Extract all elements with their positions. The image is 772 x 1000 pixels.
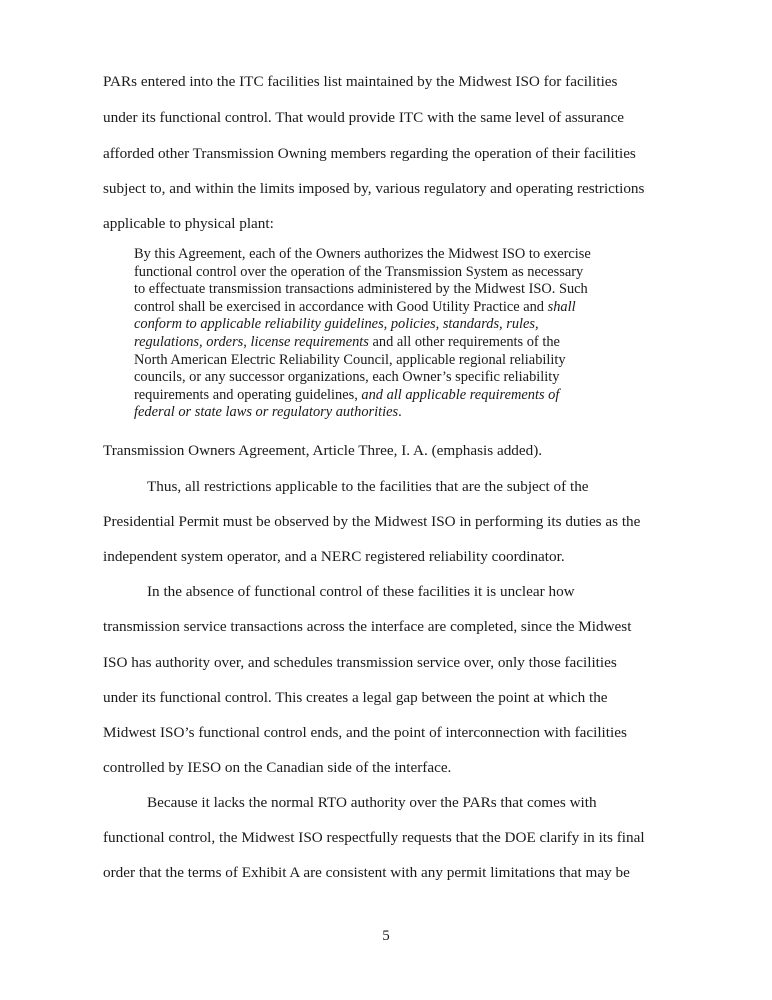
text-line: functional control, the Midwest ISO respectfully requests that the DOE clarify in its final [103,829,645,846]
quote-line [134,404,654,422]
quote-line: By this Agreement, each of the Owners authorizes the Midwest ISO to exercise [134,246,591,262]
quote-line [134,316,654,334]
text-line: applicable to physical plant: [103,215,274,232]
quote-text: and all other requirements of the [368,333,560,350]
text-line: subject to, and within the limits imposed by, various regulatory and operating restrictions [103,180,645,197]
quote-text: control shall be exercised in accordance with Good Utility Practice and [134,298,548,315]
page-number: 5 [382,928,390,944]
text-line: under its functional control. That would provide ITC with the same level of assurance [103,109,625,126]
text-line: independent system operator, and a NERC registered reliability coordinator. [103,548,565,565]
citation: Transmission Owners Agreement, Article Three, I. A. (emphasis added). [103,442,543,459]
block-quote [134,246,654,422]
quote-emphasis: shall [547,298,576,315]
quote-line [134,299,654,317]
text-line: under its functional control. This creates a legal gap between the point at which the [103,689,608,706]
text-line: PARs entered into the ITC facilities list maintained by the Midwest ISO for facilities [103,73,618,90]
quote-line: functional control over the operation of the Transmission System as necessary [134,263,584,280]
text-line: afforded other Transmission Owning members regarding the operation of their facilities [103,145,636,162]
quote-emphasis: regulations, orders, license requirements [134,333,369,350]
text-line: Thus, all restrictions applicable to the facilities that are the subject of the [147,478,589,495]
text-line: Because it lacks the normal RTO authority over the PARs that comes with [147,794,597,811]
quote-emphasis: conform to applicable reliability guidelines, policies, standards, rules, [134,316,539,333]
quote-emphasis: and all applicable requirements of [361,386,560,403]
text-line: Midwest ISO’s functional control ends, and the point of interconnection with facilities [103,724,627,741]
text-line: In the absence of functional control of these facilities it is unclear how [147,583,575,600]
text-line: controlled by IESO on the Canadian side of the interface. [103,759,452,776]
text-line: Presidential Permit must be observed by the Midwest ISO in performing its duties as the [103,513,641,530]
quote-text: . [398,404,402,421]
quote-line: councils, or any successor organizations, each Owner’s specific reliability [134,369,560,386]
text-line: order that the terms of Exhibit A are consistent with any permit limitations that may be [103,864,630,881]
quote-line [134,334,654,352]
text-line: transmission service transactions across the interface are completed, since the Midwest [103,618,632,635]
quote-line: to effectuate transmission transactions administered by the Midwest ISO. Such [134,281,588,298]
quote-line: North American Electric Reliability Council, applicable regional reliability [134,351,566,368]
quote-emphasis: federal or state laws or regulatory authorities [134,404,399,421]
quote-text: requirements and operating guidelines, [134,386,362,403]
text-line: ISO has authority over, and schedules transmission service over, only those facilities [103,654,617,671]
quote-line [134,387,654,405]
